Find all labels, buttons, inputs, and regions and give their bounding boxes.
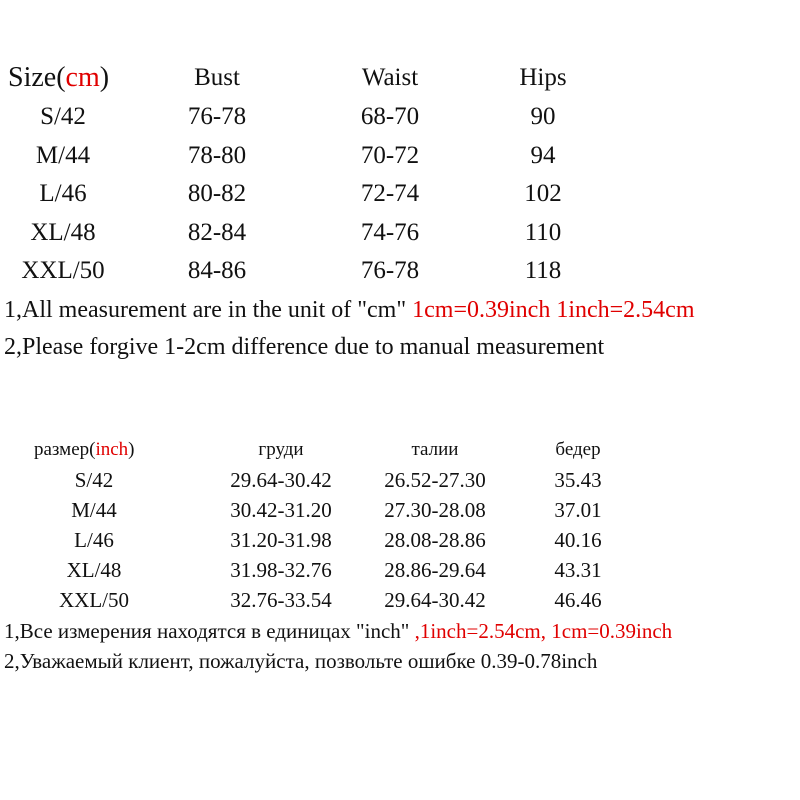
size-cell: L/46	[39, 180, 87, 207]
cm-note-1-conversion: 1cm=0.39inch 1inch=2.54cm	[412, 297, 695, 323]
bust-cell: 31.20-31.98	[230, 528, 332, 552]
cm-bust-header: Bust	[194, 64, 240, 91]
bust-cell: 32.76-33.54	[230, 588, 332, 612]
hips-cell: 94	[530, 141, 556, 169]
bust-cell: 76-78	[187, 103, 247, 130]
waist-cell: 29.64-30.42	[384, 588, 486, 612]
waist-cell: 28.86-29.64	[384, 558, 486, 582]
inch-note-1	[4, 619, 672, 643]
inch-waist-header: талии	[411, 439, 459, 460]
waist-cell: 72-74	[360, 180, 420, 207]
cm-size-header-unit: cm	[65, 62, 100, 93]
size-cell: XXL/50	[21, 257, 105, 284]
hips-cell: 118	[524, 257, 562, 284]
hips-cell: 40.16	[554, 528, 602, 552]
hips-cell: 43.31	[554, 558, 602, 582]
hips-cell: 37.01	[554, 498, 602, 522]
size-cell: XL/48	[30, 218, 96, 246]
inch-size-header	[34, 438, 135, 462]
size-cell: XL/48	[66, 558, 122, 582]
hips-cell: 46.46	[554, 588, 602, 612]
bust-cell: 78-80	[187, 141, 247, 169]
bust-cell: 82-84	[187, 218, 247, 246]
cm-note-1	[4, 296, 695, 324]
bust-cell: 80-82	[187, 180, 247, 207]
hips-cell: 35.43	[554, 468, 602, 492]
hips-cell: 102	[524, 180, 562, 207]
waist-cell: 26.52-27.30	[384, 468, 486, 492]
inch-note-1-conversion: ,1inch=2.54cm, 1cm=0.39inch	[414, 619, 673, 643]
waist-cell: 27.30-28.08	[384, 498, 486, 522]
inch-size-header-close: )	[128, 439, 135, 460]
bust-cell: 84-86	[187, 257, 247, 284]
inch-hips-header: бедер	[555, 439, 601, 460]
waist-cell: 68-70	[360, 103, 420, 130]
hips-cell: 110	[524, 218, 562, 246]
cm-waist-header: Waist	[361, 64, 419, 91]
cm-size-header	[8, 64, 109, 92]
inch-bust-header: груди	[258, 439, 304, 460]
size-cell: M/44	[71, 498, 117, 522]
cm-note-2: 2,Please forgive 1-2cm difference due to manual measurement	[4, 334, 605, 360]
size-cell: S/42	[74, 468, 114, 492]
size-cell: M/44	[35, 141, 91, 169]
inch-note-1-text: 1,Все измерения находятся в единицах "inch"	[4, 619, 415, 643]
cm-size-header-label: Size(	[8, 62, 66, 93]
size-cell: S/42	[40, 103, 86, 130]
size-cell: XXL/50	[59, 588, 129, 612]
bust-cell: 31.98-32.76	[230, 558, 332, 582]
inch-size-header-unit: inch	[95, 439, 129, 460]
waist-cell: 70-72	[360, 141, 420, 169]
waist-cell: 76-78	[360, 257, 420, 284]
waist-cell: 28.08-28.86	[384, 528, 486, 552]
cm-hips-header: Hips	[519, 64, 567, 91]
waist-cell: 74-76	[360, 218, 420, 246]
cm-size-header-close: )	[99, 62, 110, 93]
bust-cell: 30.42-31.20	[230, 498, 332, 522]
cm-note-1-text: 1,All measurement are in the unit of "cm"	[4, 297, 413, 323]
inch-size-header-label: размер(	[34, 439, 96, 460]
size-cell: L/46	[74, 528, 114, 552]
hips-cell: 90	[530, 103, 556, 130]
bust-cell: 29.64-30.42	[230, 468, 332, 492]
inch-note-2: 2,Уважаемый клиент, пожалуйста, позвольте ошибке 0.39-0.78inch	[4, 649, 598, 673]
